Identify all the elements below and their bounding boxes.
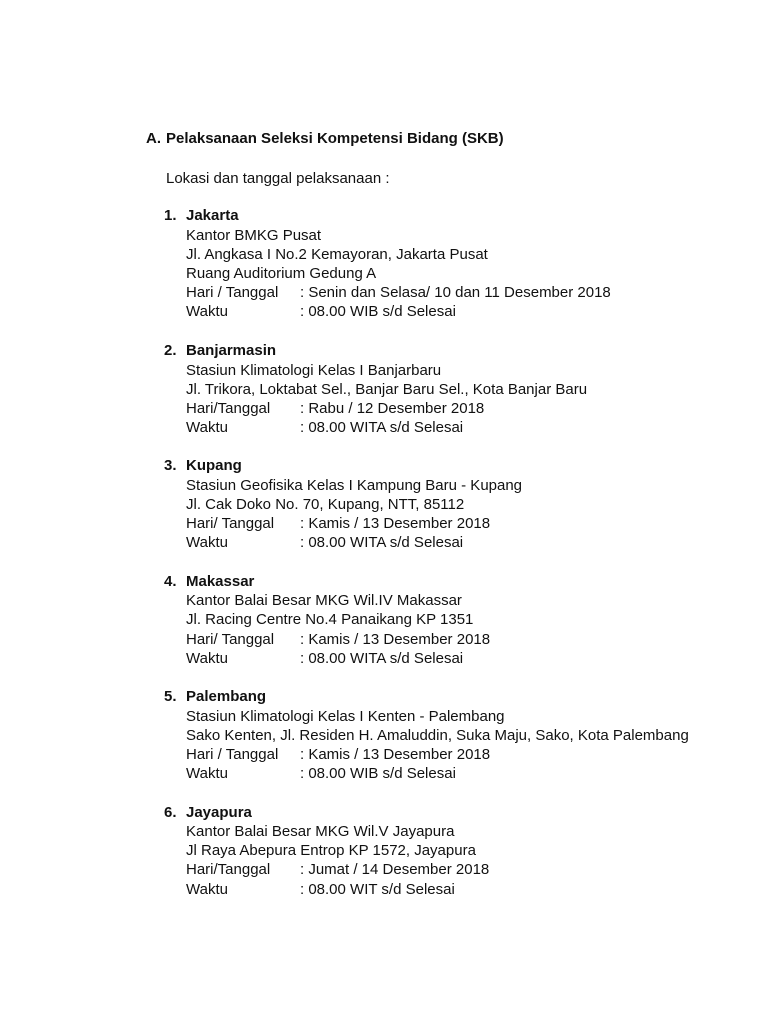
time-row [186,418,754,437]
intro-text: Lokasi dan tanggal pelaksanaan : [166,170,390,187]
date-label: Hari/Tanggal [186,400,271,418]
location-city: Palembang [186,688,267,706]
time-label: Waktu [186,765,228,783]
time-label: Waktu [186,534,228,552]
location-heading [164,572,754,592]
location-item-banjarmasin [164,341,754,456]
location-details [186,226,754,322]
location-office: Kantor BMKG Pusat [186,226,322,244]
time-value: : 08.00 WIT s/d Selesai [300,880,455,898]
time-row [186,649,754,668]
location-address: Jl. Trikora, Loktabat Sel., Banjar Baru Sel., Kota Banjar Baru [186,381,588,399]
date-row [186,514,754,533]
location-office: Stasiun Klimatologi Kelas I Banjarbaru [186,361,442,379]
date-value: : Kamis / 13 Desember 2018 [300,630,491,648]
time-value: : 08.00 WIB s/d Selesai [300,303,456,321]
time-label: Waktu [186,880,228,898]
date-label: Hari/ Tanggal [186,515,275,533]
date-row [186,860,754,879]
location-number: 4. [164,572,177,590]
location-details [186,707,754,784]
location-details [186,822,754,899]
location-heading [164,803,754,823]
location-heading [164,341,754,361]
location-heading [164,206,754,226]
date-label: Hari/ Tanggal [186,630,275,648]
location-city: Jakarta [186,207,239,224]
time-value: : 08.00 WIB s/d Selesai [300,765,456,783]
date-value: : Kamis / 13 Desember 2018 [300,515,491,533]
time-value: : 08.00 WITA s/d Selesai [300,419,464,437]
date-label: Hari / Tanggal [186,284,279,302]
location-heading [164,456,754,476]
location-office: Stasiun Geofisika Kelas I Kampung Baru - Kupang [186,476,523,494]
time-row [186,302,754,321]
location-number: 1. [164,207,177,224]
location-heading [164,687,754,707]
section-heading [146,130,504,147]
location-office: Kantor Balai Besar MKG Wil.IV Makassar [186,592,462,610]
location-office: Kantor Balai Besar MKG Wil.V Jayapura [186,823,455,841]
date-label: Hari/Tanggal [186,861,271,879]
location-item-kupang [164,456,754,571]
location-number: 6. [164,803,177,821]
location-number: 5. [164,688,177,706]
location-item-jayapura [164,803,754,918]
location-number: 2. [164,342,177,360]
time-value: : 08.00 WITA s/d Selesai [300,534,464,552]
time-row [186,764,754,783]
date-label: Hari / Tanggal [186,746,279,764]
date-row [186,745,754,764]
location-item-makassar [164,572,754,687]
date-row [186,283,754,302]
time-row [186,533,754,552]
location-address: Jl. Racing Centre No.4 Panaikang KP 1351 [186,611,474,629]
date-value: : Jumat / 14 Desember 2018 [300,861,490,879]
location-details [186,476,754,553]
time-label: Waktu [186,303,228,321]
location-address: Jl. Angkasa I No.2 Kemayoran, Jakarta Pusat [186,245,488,263]
location-item-jakarta [164,206,754,321]
location-city: Banjarmasin [186,342,277,360]
time-value: : 08.00 WITA s/d Selesai [300,649,464,667]
section-title: Pelaksanaan Seleksi Kompetensi Bidang (SKB) [166,130,504,147]
location-item-palembang [164,687,754,802]
location-room: Ruang Auditorium Gedung A [186,264,377,282]
location-list [164,206,754,918]
time-label: Waktu [186,419,228,437]
time-label: Waktu [186,649,228,667]
location-details [186,361,754,438]
location-address: Jl. Cak Doko No. 70, Kupang, NTT, 85112 [186,496,465,514]
location-details [186,591,754,668]
location-address: Sako Kenten, Jl. Residen H. Amaluddin, Suka Maju, Sako, Kota Palembang [186,726,689,744]
location-office: Stasiun Klimatologi Kelas I Kenten - Palembang [186,707,505,725]
date-value: : Senin dan Selasa/ 10 dan 11 Desember 2018 [300,284,611,302]
location-address: Jl Raya Abepura Entrop KP 1572, Jayapura [186,842,476,860]
time-row [186,880,754,899]
date-row [186,630,754,649]
location-city: Makassar [186,572,255,590]
date-value: : Kamis / 13 Desember 2018 [300,746,491,764]
location-city: Kupang [186,457,242,475]
location-number: 3. [164,457,177,475]
section-marker: A. [146,130,161,147]
location-city: Jayapura [186,803,252,821]
date-value: : Rabu / 12 Desember 2018 [300,400,485,418]
date-row [186,399,754,418]
